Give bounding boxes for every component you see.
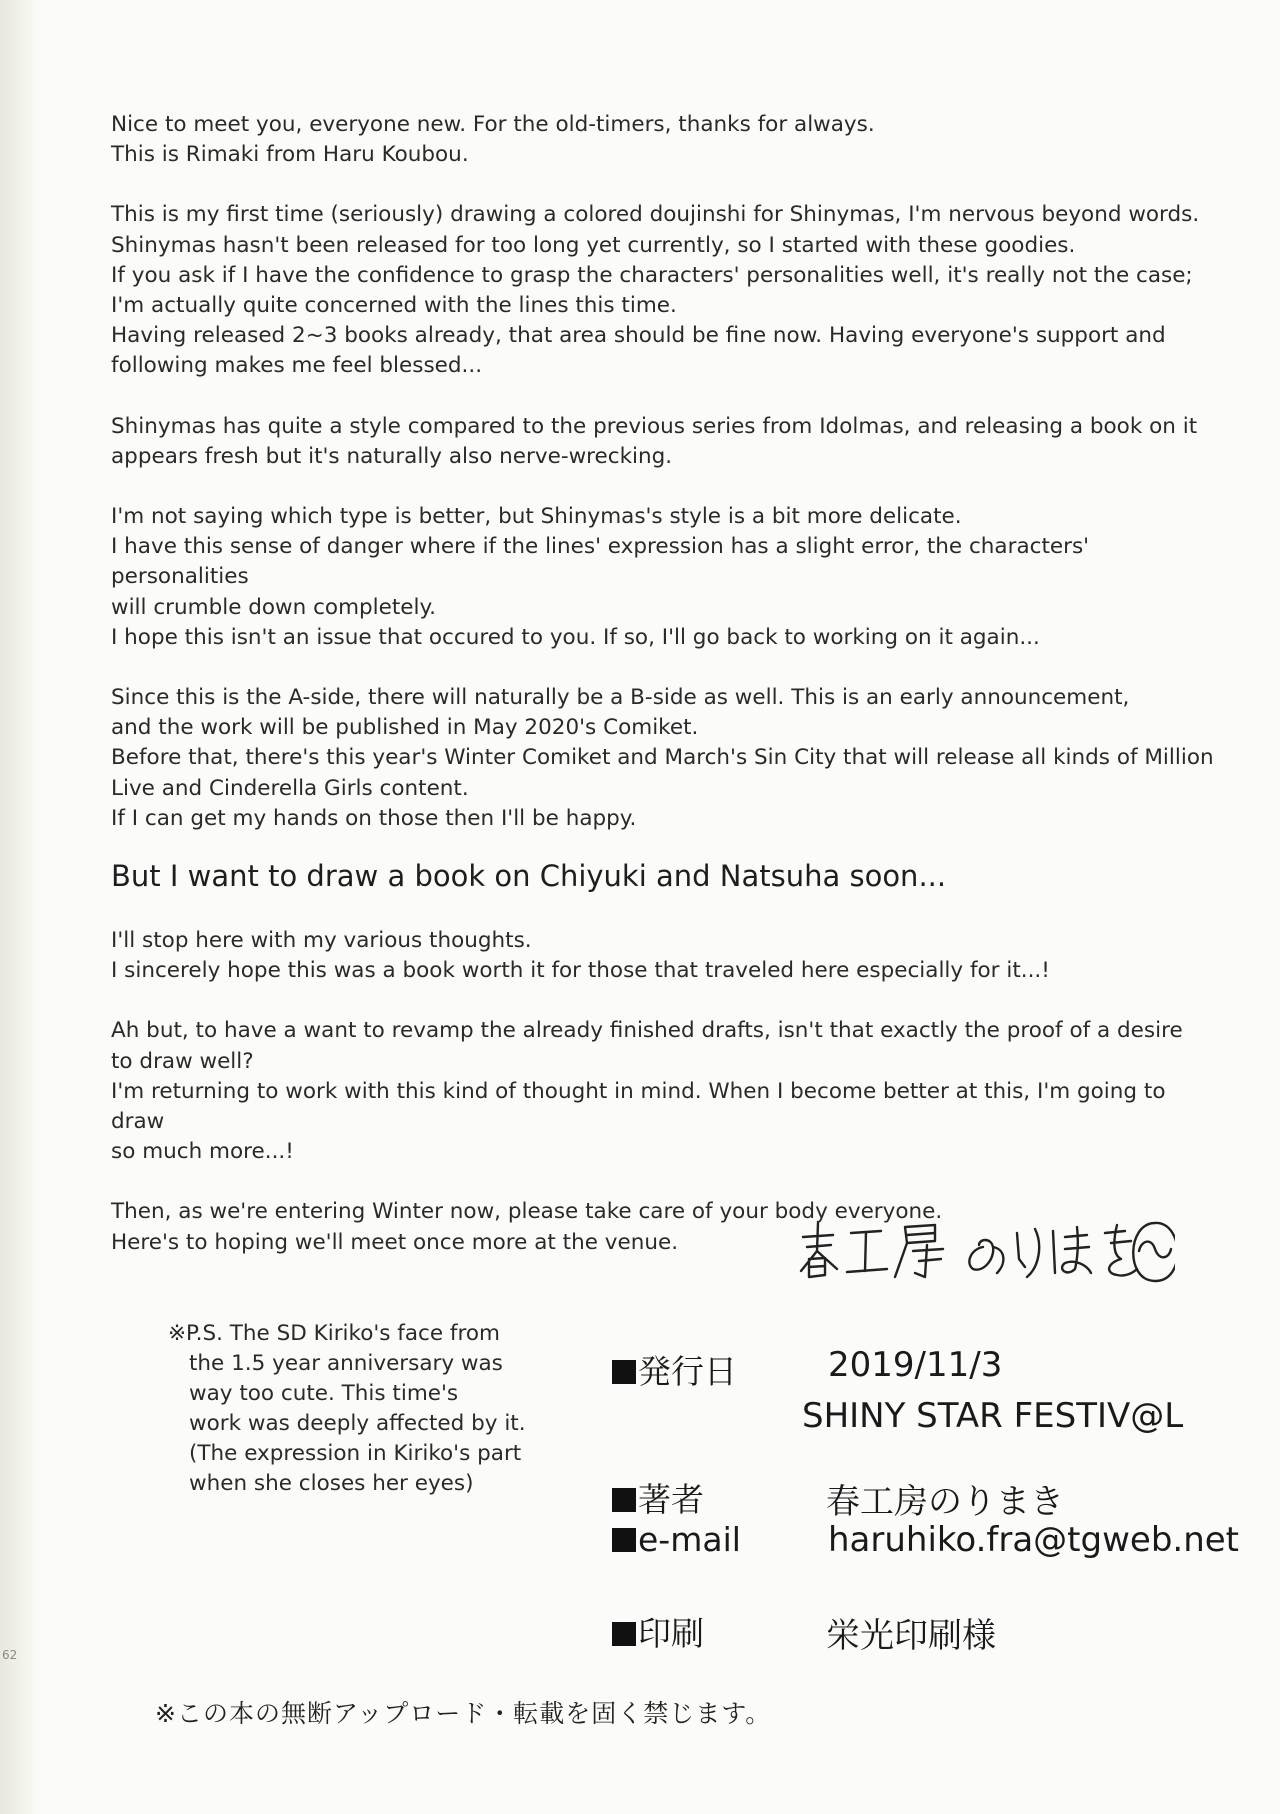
author-label: 著者: [638, 1480, 704, 1519]
author-value: 春工房のりまき: [826, 1482, 1064, 1522]
text-line: Shinymas has quite a style compared to the previous series from Idolmas, and releasing a book on it: [111, 413, 1198, 439]
text-line: and the work will be published in May 2020's Comiket.: [111, 715, 699, 741]
text-line: I'll stop here with my various thoughts.: [111, 928, 532, 954]
print-label-row: [612, 1608, 704, 1655]
text-line: Before that, there's this year's Winter Comiket and March's Sin City that will release all kinds of Million: [111, 745, 1214, 771]
ps-line: the 1.5 year anniversary was: [189, 1351, 503, 1376]
text-line: I'm actually quite concerned with the lines this time.: [111, 293, 677, 319]
text-line: Live and Cinderella Girls content.: [111, 775, 469, 801]
black-square-icon: [612, 1488, 636, 1512]
paragraph-announcement: [111, 683, 1221, 834]
paragraph-style: [111, 412, 1221, 472]
ps-line: (The expression in Kiriko's part: [189, 1441, 522, 1466]
date-value: 2019/11/3: [828, 1345, 1003, 1385]
text-line: I hope this isn't an issue that occured to you. If so, I'll go back to working on it again...: [111, 624, 1040, 650]
black-square-icon: [612, 1622, 636, 1646]
text-line: Having released 2~3 books already, that area should be fine now. Having everyone's support and: [111, 323, 1166, 349]
email-label-row: [612, 1520, 741, 1559]
text-line: appears fresh but it's naturally also nerve-wrecking.: [111, 443, 673, 469]
date-label: 発行日: [638, 1352, 737, 1391]
text-line: If I can get my hands on those then I'll be happy.: [111, 805, 637, 831]
text-line: Since this is the A-side, there will naturally be a B-side as well. This is an early announcement,: [111, 685, 1130, 711]
paragraph-greeting: [111, 110, 1221, 170]
copyright-notice: ※この本の無断アップロード・転載を固く禁じます。: [155, 1699, 772, 1728]
date-label-row: [612, 1346, 737, 1393]
text-line: I sincerely hope this was a book worth it for those that traveled here especially for it...!: [111, 958, 1050, 984]
ps-line: when she closes her eyes): [189, 1471, 474, 1496]
text-line: Then, as we're entering Winter now, please take care of your body everyone.: [111, 1199, 943, 1225]
emphasis-line: But I want to draw a book on Chiyuki and Natsuha soon...: [111, 859, 947, 894]
black-square-icon: [612, 1360, 636, 1384]
text-line: Ah but, to have a want to revamp the already finished drafts, isn't that exactly the proof of a desire: [111, 1018, 1183, 1044]
text-line: If you ask if I have the confidence to grasp the characters' personalities well, it's really not the case;: [111, 262, 1193, 288]
text-line: so much more...!: [111, 1139, 294, 1165]
ps-line: ※P.S. The SD Kiriko's face from: [168, 1321, 500, 1346]
page-number: 62: [2, 1648, 18, 1662]
ps-note: [168, 1319, 538, 1499]
paragraph-thoughts: [111, 926, 1221, 986]
ps-line: way too cute. This time's: [189, 1381, 459, 1406]
text-line: I have this sense of danger where if the lines' expression has a slight error, the characters' personalities: [111, 534, 1090, 590]
afterword-body: [111, 110, 1221, 1288]
text-line: I'm returning to work with this kind of thought in mind. When I become better at this, I'm going to draw: [111, 1078, 1166, 1135]
author-label-row: [612, 1474, 704, 1521]
paragraph-delicate: [111, 502, 1221, 653]
text-line: Nice to meet you, everyone new. For the old-timers, thanks for always.: [111, 112, 875, 137]
text-line: following makes me feel blessed...: [111, 353, 483, 379]
email-label: e-mail: [638, 1520, 741, 1559]
text-line: will crumble down completely.: [111, 594, 436, 620]
page-edge: [0, 0, 40, 1814]
print-label: 印刷: [638, 1614, 704, 1653]
handwritten-signature: [795, 1215, 1175, 1285]
text-line: This is Rimaki from Haru Koubou.: [111, 142, 469, 168]
black-square-icon: [612, 1528, 636, 1552]
text-line: This is my first time (seriously) drawing a colored doujinshi for Shinymas, I'm nervous beyond words.: [111, 202, 1200, 228]
paragraph-first-time: [111, 200, 1221, 381]
event-name: SHINY STAR FESTIV@L: [802, 1396, 1184, 1436]
text-line: Shinymas hasn't been released for too long yet currently, so I started with these goodies.: [111, 232, 1076, 258]
text-line: to draw well?: [111, 1048, 254, 1074]
paragraph-revamp: [111, 1016, 1221, 1167]
ps-line: work was deeply affected by it.: [189, 1411, 526, 1436]
email-value: haruhiko.fra@tgweb.net: [828, 1520, 1240, 1560]
text-line: Here's to hoping we'll meet once more at the venue.: [111, 1229, 679, 1255]
print-value: 栄光印刷様: [826, 1616, 996, 1656]
text-line: I'm not saying which type is better, but Shinymas's style is a bit more delicate.: [111, 504, 962, 530]
